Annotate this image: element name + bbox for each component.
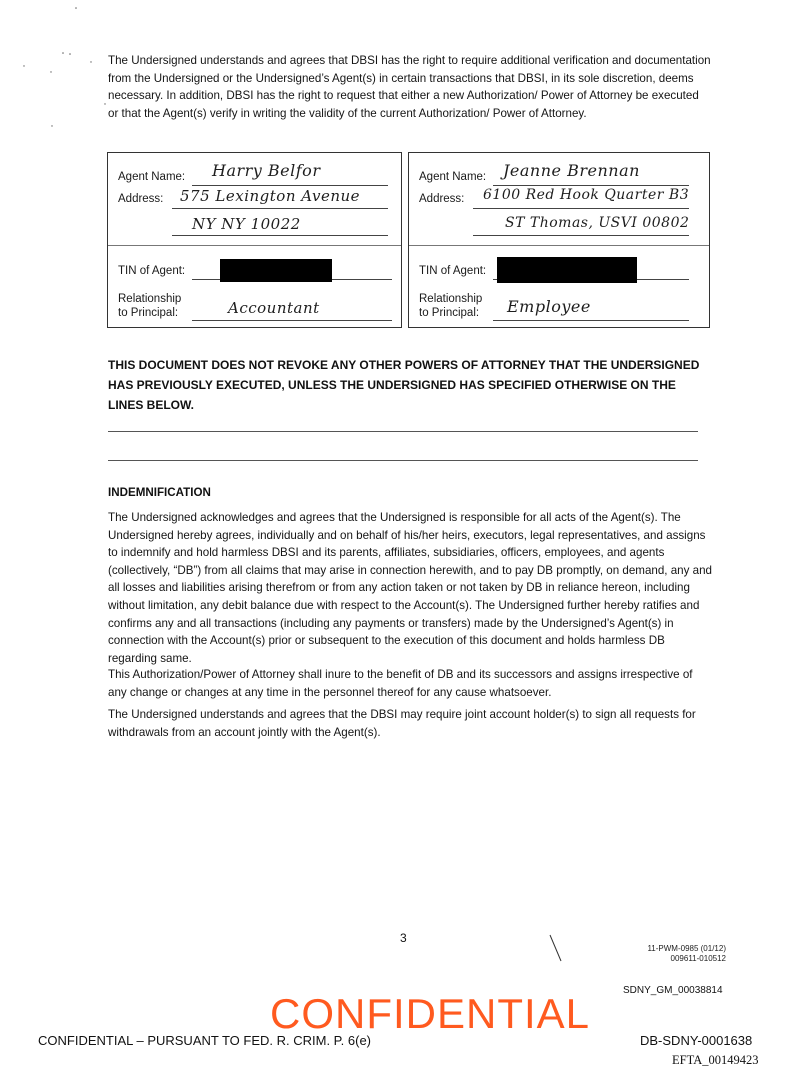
footer-right: DB-SDNY-0001638	[640, 1033, 753, 1048]
indemnification-heading: INDEMNIFICATION	[108, 486, 211, 499]
indemnification-paragraph-2: This Authorization/Power of Attorney shall inure to the benefit of DB and its successors and assigns irrespective of any change or changes at any time in the personnel thereof for any cause whatsoever.	[108, 668, 693, 699]
agent-name-value: Jeanne Brennan	[503, 161, 640, 180]
address-line1-value: 575 Lexington Avenue	[180, 187, 361, 205]
intro-paragraph: The Undersigned understands and agrees that DBSI has the right to require additional verification and documentation from the Undersigned or the Undersigned’s Agent(s) in certain transactions that DBSI, in its sole discretion, deems necessary. In addition, DBSI has the right to request that either a new Authorization/ Power of Attorney be executed or that the Agent(s) verify in writing the validity of the current Authorization/ Power of Attorney.	[108, 54, 711, 120]
indemnification-paragraph-3: The Undersigned understands and agrees that the DBSI may require joint account holder(s) to sign all requests for withdrawals from an account jointly with the Agent(s).	[108, 708, 696, 739]
form-code-line-1: 11-PWM-0985 (01/12)	[647, 944, 726, 953]
specify-line-2	[108, 460, 698, 461]
footer-left: CONFIDENTIAL – PURSUANT TO FED. R. CRIM. P. 6(e)	[38, 1033, 372, 1048]
indemnification-paragraph-1: The Undersigned acknowledges and agrees that the Undersigned is responsible for all acts of the Agent(s). The Undersigned hereby agrees, individually and on behalf of his/her heirs, executors, legal representatives, and assigns to indemnify and hold harmless DBSI and its parents, affiliates, subsidiaries, officers, employees, and agents (collectively, “DB”) from all claims that may arise in connection herewith, and to pay DB promptly, on demand, any and all losses and liabilities arising therefrom or from any action taken or not taken by DB in reliance hereon, including without limitation, any debit balance due with respect to the Account(s). The Undersigned further hereby ratifies and confirms any and all transactions (including any payments or transfers) made by the Undersigned’s Agent(s) in connection with the Account(s) prior or subsequent to the execution of this document and holds harmless DB regarding same.	[108, 511, 712, 665]
tin-label: TIN of Agent:	[118, 265, 186, 277]
specify-line-1	[108, 431, 698, 432]
pen-mark	[548, 933, 564, 963]
efta-id: EFTA_00149423	[672, 1053, 759, 1067]
scan-specks	[0, 0, 120, 140]
tin-label: TIN of Agent:	[419, 265, 487, 277]
relationship-value: Accountant	[228, 299, 320, 317]
address-label: Address:	[118, 193, 164, 205]
agent-name-label: Agent Name:	[419, 171, 487, 183]
relationship-label-1: Relationship	[419, 293, 483, 305]
address-line2-value: ST Thomas, USVI 00802	[505, 215, 690, 231]
form-code-line-2: 009611-010512	[670, 954, 726, 963]
relationship-label-1: Relationship	[118, 293, 182, 305]
address-line2-value: NY NY 10022	[192, 215, 301, 233]
agent-name-label: Agent Name:	[118, 171, 186, 183]
agent-name-value: Harry Belfor	[212, 161, 321, 180]
tin-redaction	[220, 259, 332, 282]
relationship-value: Employee	[507, 297, 591, 316]
page-number: 3	[400, 931, 407, 945]
tin-redaction	[497, 257, 637, 283]
agent-box-right	[408, 152, 710, 328]
relationship-label-2: to Principal:	[118, 307, 179, 319]
agent-box-left	[107, 152, 402, 328]
bates-sdny-gm: SDNY_GM_00038814	[623, 985, 723, 996]
relationship-label-2: to Principal:	[419, 307, 480, 319]
revocation-notice: THIS DOCUMENT DOES NOT REVOKE ANY OTHER POWERS OF ATTORNEY THAT THE UNDERSIGNED HAS PREVIOUSLY EXECUTED, UNLESS THE UNDERSIGNED HAS SPECIFIED OTHERWISE ON THE LINES BELOW.	[108, 358, 700, 412]
form-code	[600, 944, 726, 964]
confidential-stamp: CONFIDENTIAL	[270, 990, 591, 1037]
address-line1-value: 6100 Red Hook Quarter B3	[483, 187, 690, 203]
address-label: Address:	[419, 193, 465, 205]
